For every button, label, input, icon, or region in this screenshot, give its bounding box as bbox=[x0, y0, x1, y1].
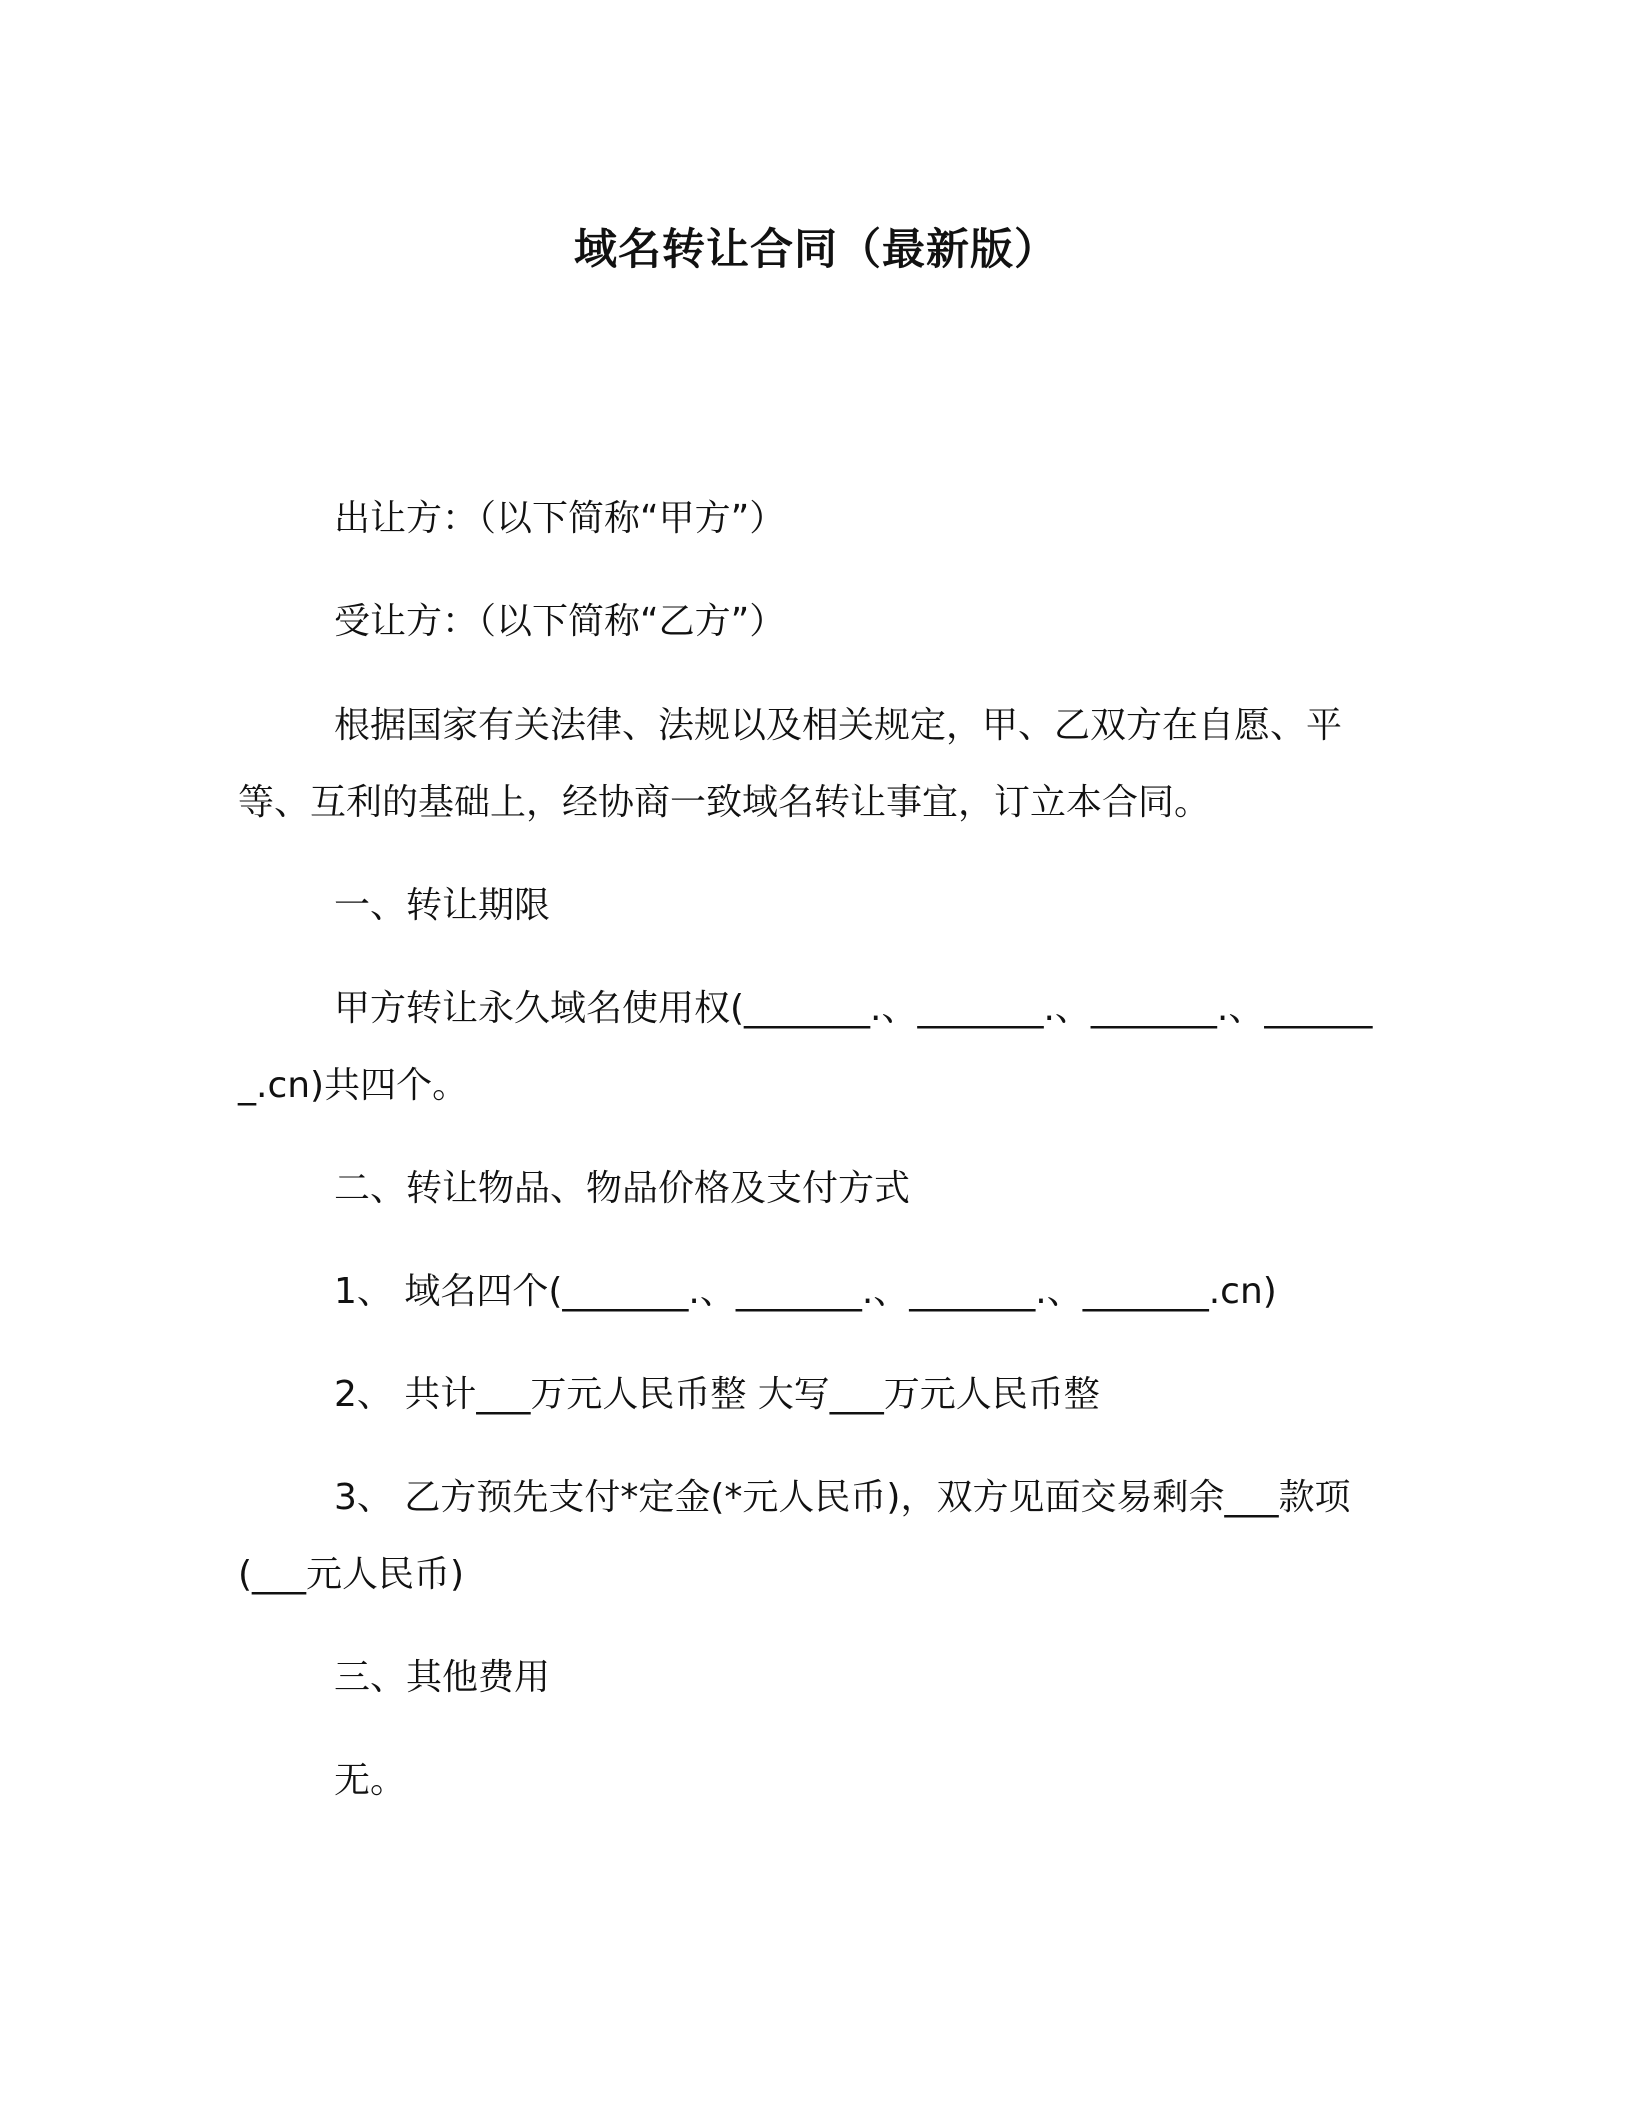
section-heading-other-fees: 三、其他费用 bbox=[334, 1657, 551, 1698]
paragraph-item-2: 2、 共计___万元人民币整 大写___万元人民币整 bbox=[334, 1374, 1100, 1415]
section-heading-term: 一、转让期限 bbox=[334, 885, 551, 926]
paragraph-transferor: 出让方：（以下简称“甲方”） bbox=[334, 498, 786, 539]
paragraph-other-fees: 无。 bbox=[334, 1760, 407, 1801]
document-title: 域名转让合同（最新版） bbox=[574, 225, 1058, 275]
paragraph-transferee: 受让方：（以下简称“乙方”） bbox=[334, 601, 786, 642]
paragraph-item-3: 3、 乙方预先支付*定金(*元人民币)，双方见面交易剩余___款项(___元人民币) bbox=[238, 1477, 1351, 1595]
paragraph-item-1: 1、 域名四个(_______.、_______.、_______.、_______.cn) bbox=[334, 1271, 1277, 1312]
paragraph-term: 甲方转让永久域名使用权(_______.、_______.、_______.、_______.cn)共四个。 bbox=[238, 988, 1373, 1106]
paragraph-preamble: 根据国家有关法律、法规以及相关规定，甲、乙双方在自愿、平等、互利的基础上，经协商一致域名转让事宜，订立本合同。 bbox=[238, 705, 1343, 823]
section-heading-items: 二、转让物品、物品价格及支付方式 bbox=[334, 1168, 911, 1209]
